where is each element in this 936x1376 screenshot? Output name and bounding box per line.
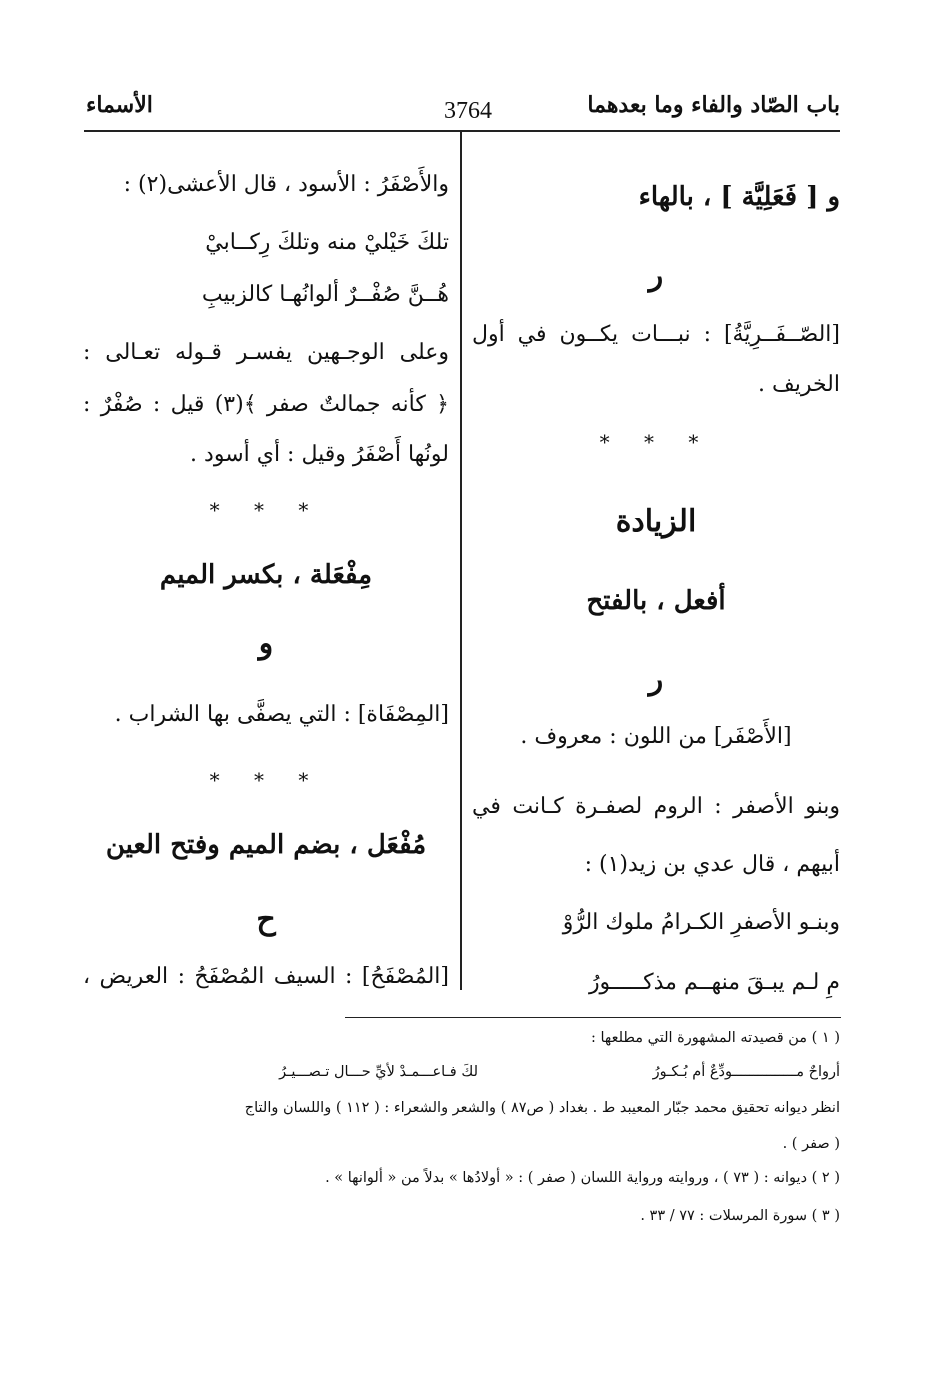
entry-text: وبنو الأصفر : الروم لصفـرة كـانت في <box>472 794 840 819</box>
root-letter: ر <box>648 258 664 293</box>
section-separator: * * * <box>599 430 713 454</box>
footnote-1-intro: ( ١ ) من قصيدته المشهورة التي مطلعها : <box>591 1030 840 1046</box>
verse-line: وبنـو الأصفرِ الكـرامُ ملوك الرُّوْ <box>562 910 840 935</box>
header-rule <box>84 130 840 132</box>
entry-text: لونُها أَصْفَرُ وقيل : أي أسود . <box>190 442 449 467</box>
verse-line: تلكَ خَيْليْ منه وتلكَ رِكــابيْ <box>205 230 449 255</box>
footnote-1-verse-first: أرواحٌ مـــــــــــــــودِّعٌ أم بُـكـورُ <box>652 1064 840 1080</box>
entry-text: وعلى الوجـهين يفسـر قـوله تعـالى : <box>83 340 449 365</box>
footnote-1-reference-cont: ( صفر ) . <box>782 1136 840 1152</box>
entry-text: أبيهم ، قال عدي بن زيد(١) : <box>584 852 840 877</box>
footnote-1-reference: انظر ديوانه تحقيق محمد جبّار المعيبد ط . بغداد ( ص٨٧ ) والشعر والشعراء : ( ١١٢ ) واللسان والتاج <box>244 1100 840 1116</box>
root-letter: و <box>258 626 274 661</box>
root-letter: ر <box>648 662 664 697</box>
pattern-heading: مُفْعَل ، بضم الميم وفتح العين <box>105 830 427 860</box>
entry-text: [المُصْفَحُ] : السيف المُصْفَحُ : العريض ، <box>83 964 449 989</box>
section-separator: * * * <box>209 768 323 792</box>
entry-text: [الصّــفَــرِيَّةُ] : نبـــات يكــون في أول <box>472 322 840 347</box>
pattern-heading: مِفْعَلة ، بكسر الميم <box>159 560 373 590</box>
running-head-chapter: باب الصّاد والفاء وما بعدهما <box>587 92 840 118</box>
page-number: 3764 <box>444 98 492 124</box>
entry-text: [المِصْفَاة] : التي يصفَّى بها الشراب . <box>114 702 449 727</box>
section-title: الزيادة <box>615 504 697 539</box>
footnote-1-verse-second: لكَ فـاعـــمـدْ لأيِّ حـــال تـصـــيـرُ <box>279 1064 478 1080</box>
pattern-heading: أفعل ، بالفتح <box>586 586 726 616</box>
root-letter: ح <box>256 902 276 937</box>
entry-text: [الأَصْفَر] من اللون : معروف . <box>520 724 792 749</box>
entry-text: ﴿ كأنه جمالتٌ صفر ﴾(٣) قيل : صُفْرٌ : <box>83 392 449 417</box>
footnote-3: ( ٣ ) سورة المرسلات : ٧٧ / ٣٣ . <box>640 1208 840 1224</box>
verse-line: هُــنَّ صُفْــرٌ ألوانُهـا كالزبيبِ <box>201 282 449 307</box>
column-divider <box>460 132 462 990</box>
footnote-2: ( ٢ ) ديوانه : ( ٧٣ ) ، وروايته ورواية اللسان ( صفر ) : « أولادُها » بدلاً من « ألوانها » . <box>325 1170 840 1186</box>
pattern-heading: و [ فَعَلِيَّة ] ، بالهاء <box>638 182 840 212</box>
footnote-rule <box>345 1017 841 1018</box>
running-head-section: الأسماء <box>86 92 153 118</box>
entry-text: والأَصْفَرُ : الأسود ، قال الأعشى(٢) : <box>123 172 449 197</box>
entry-text: الخريف . <box>757 372 840 397</box>
verse-line: مِ لـم يبـقَ منهــم مذكـــــورُ <box>588 970 840 995</box>
section-separator: * * * <box>209 498 323 522</box>
